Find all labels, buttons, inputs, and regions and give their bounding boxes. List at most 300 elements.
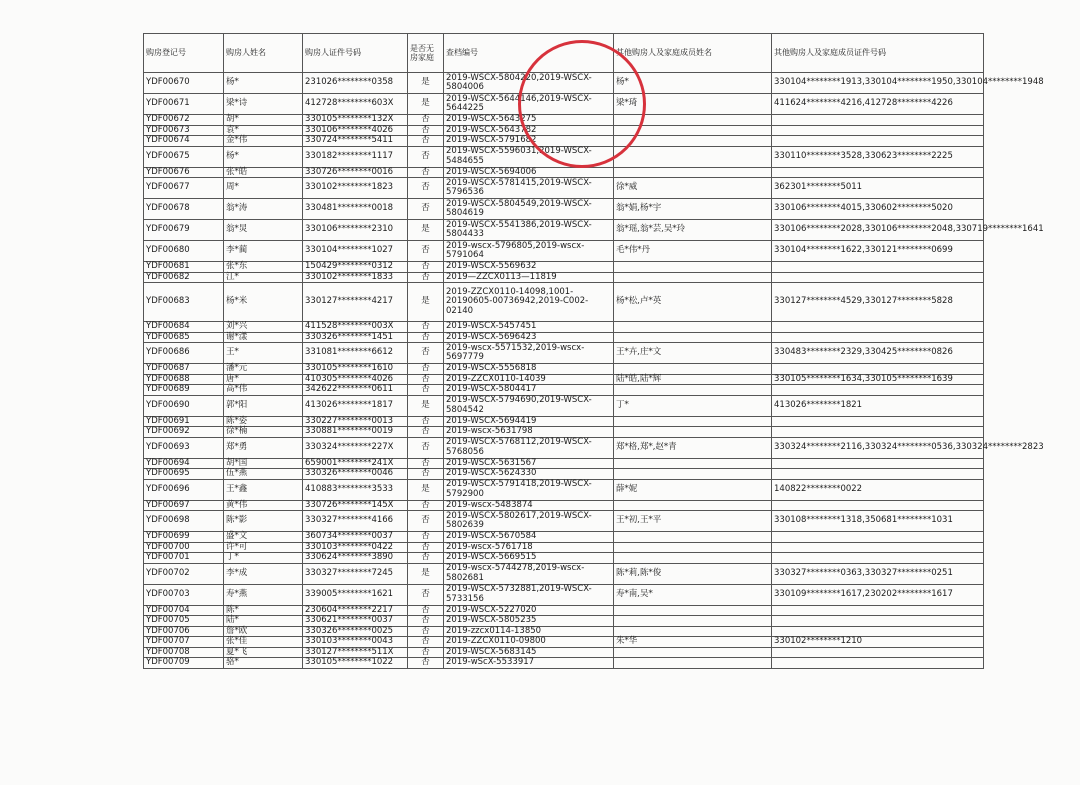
other-names-cell: 杨*松,卢*英 [614, 283, 772, 322]
other-names-cell: 王*初,王*平 [614, 511, 772, 532]
archive-no-cell: 2019-ZZCX0110-14098,1001-20190605-00736942,2019-C002-02140 [444, 283, 614, 322]
other-names-cell [614, 532, 772, 543]
table-row [144, 73, 984, 94]
table-header-row [144, 34, 984, 73]
table-row [144, 343, 984, 364]
no-house-cell: 否 [408, 262, 444, 273]
reg-no-cell: YDF00681 [144, 262, 224, 273]
table-row [144, 262, 984, 273]
other-ids-cell [772, 458, 984, 469]
reg-no-cell: YDF00705 [144, 616, 224, 627]
other-names-cell [614, 553, 772, 564]
archive-no-cell: 2019-WSCX-5781415,2019-WSCX-5796536 [444, 178, 614, 199]
other-names-cell [614, 322, 772, 333]
archive-no-cell: 2019-WSCX-5643782 [444, 125, 614, 136]
reg-no-cell: YDF00670 [144, 73, 224, 94]
buyer-id-cell: 330326********0025 [303, 626, 408, 637]
reg-no-cell: YDF00690 [144, 395, 224, 416]
buyer-id-cell: 330105********1610 [303, 364, 408, 375]
buyer-name-cell: 袁* [224, 125, 303, 136]
buyer-id-cell: 330127********511X [303, 647, 408, 658]
other-ids-cell: 330102********1210 [772, 637, 984, 648]
buyer-id-cell: 330227********0013 [303, 416, 408, 427]
reg-no-cell: YDF00679 [144, 220, 224, 241]
buyer-name-cell: 梁*诗 [224, 94, 303, 115]
reg-no-cell: YDF00678 [144, 199, 224, 220]
buyer-name-cell: 翁*涛 [224, 199, 303, 220]
archive-no-cell: 2019-wscx-5796805,2019-wscx-5791064 [444, 241, 614, 262]
table-row [144, 322, 984, 333]
table-row [144, 178, 984, 199]
buyer-id-cell: 330481********0018 [303, 199, 408, 220]
buyer-name-cell: 王* [224, 343, 303, 364]
other-names-cell [614, 458, 772, 469]
other-ids-cell: 330105********1634,330105********1639 [772, 374, 984, 385]
table-row [144, 115, 984, 126]
other-ids-cell [772, 469, 984, 480]
other-names-cell [614, 626, 772, 637]
archive-no-cell: 2019-WSCX-5694006 [444, 167, 614, 178]
buyer-id-cell: 330726********0016 [303, 167, 408, 178]
archive-no-cell: 2019-wscx-5631798 [444, 427, 614, 438]
buyer-id-cell: 330182********1117 [303, 146, 408, 167]
table-row [144, 637, 984, 648]
no-house-cell: 否 [408, 437, 444, 458]
archive-no-cell: 2019-wscx-5761718 [444, 542, 614, 553]
other-names-cell [614, 262, 772, 273]
archive-no-cell: 2019-ZZCX0110-09800 [444, 637, 614, 648]
table-row [144, 563, 984, 584]
no-house-cell: 否 [408, 343, 444, 364]
no-house-cell: 否 [408, 136, 444, 147]
buyer-id-cell: 150429********0312 [303, 262, 408, 273]
archive-no-cell: 2019-WSCX-5227020 [444, 605, 614, 616]
buyer-name-cell: 郑*勇 [224, 437, 303, 458]
buyer-name-cell: 江* [224, 272, 303, 283]
buyer-name-cell: 陆* [224, 616, 303, 627]
other-ids-cell [772, 532, 984, 543]
no-house-cell: 否 [408, 125, 444, 136]
table-row [144, 125, 984, 136]
buyer-id-cell: 330726********145X [303, 500, 408, 511]
buyer-name-cell: 杨*米 [224, 283, 303, 322]
reg-no-cell: YDF00708 [144, 647, 224, 658]
buyer-name-cell: 丁* [224, 553, 303, 564]
table-row [144, 500, 984, 511]
reg-no-cell: YDF00703 [144, 584, 224, 605]
other-names-cell: 陆*皓,陆*辉 [614, 374, 772, 385]
buyer-id-cell: 330104********1027 [303, 241, 408, 262]
reg-no-cell: YDF00674 [144, 136, 224, 147]
reg-no-cell: YDF00672 [144, 115, 224, 126]
other-names-cell [614, 427, 772, 438]
other-ids-cell [772, 500, 984, 511]
table-row [144, 437, 984, 458]
other-ids-cell: 330127********4529,330127********5828 [772, 283, 984, 322]
other-ids-cell [772, 364, 984, 375]
other-names-cell [614, 167, 772, 178]
other-names-cell [614, 125, 772, 136]
reg-no-cell: YDF00693 [144, 437, 224, 458]
archive-no-cell: 2019-WSCX-5696423 [444, 332, 614, 343]
buyer-id-cell: 410305********4026 [303, 374, 408, 385]
other-names-cell: 郑*格,郑*,赵*青 [614, 437, 772, 458]
buyer-name-cell: 潘*元 [224, 364, 303, 375]
table-body [144, 72, 1044, 669]
archive-no-cell: 2019-wscx-5483874 [444, 500, 614, 511]
reg-no-cell: YDF00698 [144, 511, 224, 532]
no-house-cell: 是 [408, 94, 444, 115]
buyer-id-cell: 330102********1833 [303, 272, 408, 283]
table-row [144, 220, 984, 241]
no-house-cell: 否 [408, 532, 444, 543]
buyer-id-cell: 330102********1823 [303, 178, 408, 199]
reg-no-cell: YDF00696 [144, 479, 224, 500]
table-row [144, 584, 984, 605]
other-ids-cell [772, 658, 984, 669]
no-house-cell: 是 [408, 283, 444, 322]
reg-no-cell: YDF00675 [144, 146, 224, 167]
table-row [144, 241, 984, 262]
buyer-id-cell: 330103********0422 [303, 542, 408, 553]
buyer-name-cell: 李*蔺 [224, 241, 303, 262]
buyer-id-cell: 330106********2310 [303, 220, 408, 241]
archive-no-cell: 2019-WSCX-5683145 [444, 647, 614, 658]
reg-no-cell: YDF00692 [144, 427, 224, 438]
reg-no-cell: YDF00701 [144, 553, 224, 564]
other-names-cell: 徐*威 [614, 178, 772, 199]
archive-no-cell: 2019-WSCX-5624330 [444, 469, 614, 480]
buyer-name-cell: 寿*燕 [224, 584, 303, 605]
buyer-name-cell: 高*伟 [224, 385, 303, 396]
no-house-cell: 否 [408, 364, 444, 375]
buyer-id-cell: 330327********7245 [303, 563, 408, 584]
reg-no-cell: YDF00677 [144, 178, 224, 199]
header-other-names: 其他购房人及家庭成员姓名 [614, 34, 772, 73]
archive-no-cell: 2019-WSCX-5669515 [444, 553, 614, 564]
buyer-name-cell: 王*鑫 [224, 479, 303, 500]
buyer-name-cell: 张*东 [224, 262, 303, 273]
table-row [144, 605, 984, 616]
archive-no-cell: 2019-WSCX-5556818 [444, 364, 614, 375]
table-row [144, 626, 984, 637]
archive-no-cell: 2019-ZZCX0110-14039 [444, 374, 614, 385]
reg-no-cell: YDF00699 [144, 532, 224, 543]
other-ids-cell [772, 616, 984, 627]
archive-no-cell: 2019-WSCX-5643275 [444, 115, 614, 126]
other-ids-cell: 413026********1821 [772, 395, 984, 416]
other-names-cell [614, 542, 772, 553]
archive-no-cell: 2019-WSCX-5791418,2019-WSCX-5792900 [444, 479, 614, 500]
reg-no-cell: YDF00688 [144, 374, 224, 385]
other-names-cell [614, 658, 772, 669]
buyer-id-cell: 330326********0046 [303, 469, 408, 480]
buyer-name-cell: 陈*影 [224, 511, 303, 532]
other-names-cell [614, 136, 772, 147]
other-ids-cell [772, 542, 984, 553]
table-row [144, 532, 984, 543]
other-ids-cell: 330108********1318,350681********1031 [772, 511, 984, 532]
reg-no-cell: YDF00697 [144, 500, 224, 511]
other-names-cell [614, 332, 772, 343]
other-ids-cell [772, 167, 984, 178]
no-house-cell: 否 [408, 458, 444, 469]
buyer-id-cell: 412728********603X [303, 94, 408, 115]
archive-no-cell: 2019-WSCX-5644146,2019-WSCX-5644225 [444, 94, 614, 115]
buyer-id-cell: 330326********1451 [303, 332, 408, 343]
buyer-id-cell: 330624********3890 [303, 553, 408, 564]
header-archive-no: 查档编号 [444, 34, 614, 73]
no-house-cell: 否 [408, 616, 444, 627]
other-ids-cell [772, 605, 984, 616]
other-ids-cell: 330327********0363,330327********0251 [772, 563, 984, 584]
archive-no-cell: 2019—ZZCX0113—11819 [444, 272, 614, 283]
other-names-cell: 薛*妮 [614, 479, 772, 500]
purchase-registration-table [143, 33, 1044, 669]
other-ids-cell: 330324********2116,330324********0536,330324********2823 [772, 437, 984, 458]
other-ids-cell: 362301********5011 [772, 178, 984, 199]
buyer-name-cell: 谢*漾 [224, 332, 303, 343]
reg-no-cell: YDF00676 [144, 167, 224, 178]
other-ids-cell: 330110********3528,330623********2225 [772, 146, 984, 167]
archive-no-cell: 2019-WSCX-5768112,2019-WSCX-5768056 [444, 437, 614, 458]
no-house-cell: 否 [408, 584, 444, 605]
buyer-id-cell: 659001********241X [303, 458, 408, 469]
other-ids-cell [772, 262, 984, 273]
other-names-cell [614, 364, 772, 375]
other-names-cell [614, 500, 772, 511]
other-ids-cell [772, 115, 984, 126]
table-row [144, 332, 984, 343]
no-house-cell: 否 [408, 199, 444, 220]
no-house-cell: 否 [408, 626, 444, 637]
buyer-id-cell: 413026********1817 [303, 395, 408, 416]
no-house-cell: 否 [408, 332, 444, 343]
table-row [144, 283, 984, 322]
other-ids-cell: 411624********4216,412728********4226 [772, 94, 984, 115]
archive-no-cell: 2019-WSCX-5596031,2019-WSCX-5484655 [444, 146, 614, 167]
table-row [144, 511, 984, 532]
archive-no-cell: 2019-zzcx0114-13850 [444, 626, 614, 637]
buyer-id-cell: 330106********4026 [303, 125, 408, 136]
other-names-cell: 翁*瑶,翁*芸,吴*玲 [614, 220, 772, 241]
buyer-name-cell: 徐*楠 [224, 427, 303, 438]
no-house-cell: 否 [408, 542, 444, 553]
buyer-id-cell: 411528********003X [303, 322, 408, 333]
table-row [144, 199, 984, 220]
other-ids-cell [772, 626, 984, 637]
no-house-cell: 是 [408, 73, 444, 94]
buyer-name-cell: 许*可 [224, 542, 303, 553]
table-row [144, 364, 984, 375]
buyer-name-cell: 金*伟 [224, 136, 303, 147]
table-row [144, 458, 984, 469]
buyer-id-cell: 330881********0019 [303, 427, 408, 438]
other-ids-cell: 140822********0022 [772, 479, 984, 500]
no-house-cell: 是 [408, 220, 444, 241]
header-buyer-name: 购房人姓名 [224, 34, 303, 73]
other-names-cell [614, 469, 772, 480]
no-house-cell: 否 [408, 553, 444, 564]
other-ids-cell: 330106********2028,330106********2048,330719********1641 [772, 220, 984, 241]
table-row [144, 553, 984, 564]
no-house-cell: 否 [408, 178, 444, 199]
table-row [144, 167, 984, 178]
buyer-name-cell: 骆* [224, 658, 303, 669]
archive-no-cell: 2019-WSCX-5569632 [444, 262, 614, 273]
other-ids-cell: 330104********1622,330121********0699 [772, 241, 984, 262]
table-row [144, 658, 984, 669]
table-row [144, 136, 984, 147]
other-ids-cell [772, 385, 984, 396]
no-house-cell: 是 [408, 395, 444, 416]
buyer-id-cell: 342622********0611 [303, 385, 408, 396]
no-house-cell: 否 [408, 427, 444, 438]
other-ids-cell: 330483********2329,330425********0826 [772, 343, 984, 364]
other-ids-cell [772, 332, 984, 343]
buyer-name-cell: 黄*伟 [224, 500, 303, 511]
other-names-cell [614, 272, 772, 283]
no-house-cell: 否 [408, 241, 444, 262]
no-house-cell: 否 [408, 416, 444, 427]
reg-no-cell: YDF00685 [144, 332, 224, 343]
buyer-id-cell: 410883********3533 [303, 479, 408, 500]
reg-no-cell: YDF00702 [144, 563, 224, 584]
other-names-cell [614, 647, 772, 658]
header-other-ids: 其他购房人及家庭成员证件号码 [772, 34, 984, 73]
reg-no-cell: YDF00707 [144, 637, 224, 648]
reg-no-cell: YDF00683 [144, 283, 224, 322]
other-ids-cell [772, 136, 984, 147]
other-ids-cell [772, 647, 984, 658]
buyer-id-cell: 330724********5411 [303, 136, 408, 147]
buyer-id-cell: 330103********0043 [303, 637, 408, 648]
header-buyer-id: 购房人证件号码 [303, 34, 408, 73]
archive-no-cell: 2019-WSCX-5791682 [444, 136, 614, 147]
reg-no-cell: YDF00687 [144, 364, 224, 375]
archive-no-cell: 2019-WSCX-5804417 [444, 385, 614, 396]
archive-no-cell: 2019-WSCX-5670584 [444, 532, 614, 543]
archive-no-cell: 2019-WSCX-5804220,2019-WSCX-5804006 [444, 73, 614, 94]
other-names-cell: 毛*伟*丹 [614, 241, 772, 262]
other-ids-cell [772, 427, 984, 438]
buyer-id-cell: 330327********4166 [303, 511, 408, 532]
table-row [144, 616, 984, 627]
reg-no-cell: YDF00694 [144, 458, 224, 469]
buyer-name-cell: 张*佳 [224, 637, 303, 648]
other-ids-cell: 330109********1617,230202********1617 [772, 584, 984, 605]
table-row [144, 146, 984, 167]
other-names-cell [614, 605, 772, 616]
table-row [144, 647, 984, 658]
archive-no-cell: 2019-WSCX-5804549,2019-WSCX-5804619 [444, 199, 614, 220]
other-names-cell: 梁*琦 [614, 94, 772, 115]
reg-no-cell: YDF00682 [144, 272, 224, 283]
buyer-name-cell: 翁*炅 [224, 220, 303, 241]
reg-no-cell: YDF00704 [144, 605, 224, 616]
no-house-cell: 否 [408, 272, 444, 283]
buyer-name-cell: 周* [224, 178, 303, 199]
reg-no-cell: YDF00689 [144, 385, 224, 396]
reg-no-cell: YDF00709 [144, 658, 224, 669]
archive-no-cell: 2019-WSCX-5541386,2019-WSCX-5804433 [444, 220, 614, 241]
archive-no-cell: 2019-WSCX-5457451 [444, 322, 614, 333]
table-row [144, 479, 984, 500]
buyer-name-cell: 唐* [224, 374, 303, 385]
table-row [144, 94, 984, 115]
no-house-cell: 否 [408, 500, 444, 511]
archive-no-cell: 2019-wscx-5744278,2019-wscx-5802681 [444, 563, 614, 584]
table-row [144, 272, 984, 283]
no-house-cell: 否 [408, 605, 444, 616]
other-names-cell [614, 416, 772, 427]
buyer-name-cell: 杨* [224, 73, 303, 94]
buyer-name-cell: 陈* [224, 605, 303, 616]
buyer-name-cell: 伍*燕 [224, 469, 303, 480]
archive-no-cell: 2019-wscx-5571532,2019-wscx-5697779 [444, 343, 614, 364]
other-ids-cell [772, 322, 984, 333]
reg-no-cell: YDF00680 [144, 241, 224, 262]
archive-no-cell: 2019-WSCX-5794690,2019-WSCX-5804542 [444, 395, 614, 416]
reg-no-cell: YDF00671 [144, 94, 224, 115]
buyer-id-cell: 231026********0358 [303, 73, 408, 94]
header-registration-no: 购房登记号 [144, 34, 224, 73]
no-house-cell: 否 [408, 647, 444, 658]
other-names-cell [614, 115, 772, 126]
buyer-name-cell: 夏*飞 [224, 647, 303, 658]
table-row [144, 427, 984, 438]
buyer-name-cell: 胡* [224, 115, 303, 126]
buyer-name-cell: 李*成 [224, 563, 303, 584]
archive-no-cell: 2019-WSCX-5694419 [444, 416, 614, 427]
buyer-id-cell: 339005********1621 [303, 584, 408, 605]
table-row [144, 385, 984, 396]
reg-no-cell: YDF00700 [144, 542, 224, 553]
no-house-cell: 否 [408, 146, 444, 167]
archive-no-cell: 2019-WSCX-5802617,2019-WSCX-5802639 [444, 511, 614, 532]
no-house-cell: 否 [408, 115, 444, 126]
other-ids-cell [772, 553, 984, 564]
reg-no-cell: YDF00691 [144, 416, 224, 427]
reg-no-cell: YDF00706 [144, 626, 224, 637]
buyer-name-cell: 刘*兴 [224, 322, 303, 333]
reg-no-cell: YDF00695 [144, 469, 224, 480]
no-house-cell: 否 [408, 511, 444, 532]
other-names-cell: 翁*娟,杨*宇 [614, 199, 772, 220]
other-names-cell: 杨* [614, 73, 772, 94]
archive-no-cell: 2019-WSCX-5805235 [444, 616, 614, 627]
no-house-cell: 否 [408, 385, 444, 396]
other-names-cell [614, 146, 772, 167]
other-names-cell: 丁* [614, 395, 772, 416]
archive-no-cell: 2019-WSCX-5732881,2019-WSCX-5733156 [444, 584, 614, 605]
buyer-name-cell: 詹*欧 [224, 626, 303, 637]
buyer-name-cell: 陈*姿 [224, 416, 303, 427]
buyer-id-cell: 330324********227X [303, 437, 408, 458]
buyer-id-cell: 330621********0037 [303, 616, 408, 627]
no-house-cell: 否 [408, 469, 444, 480]
other-names-cell [614, 616, 772, 627]
other-names-cell: 寿*南,吴* [614, 584, 772, 605]
other-names-cell: 陈*莉,陈*俊 [614, 563, 772, 584]
buyer-id-cell: 360734********0037 [303, 532, 408, 543]
reg-no-cell: YDF00684 [144, 322, 224, 333]
no-house-cell: 否 [408, 374, 444, 385]
archive-no-cell: 2019-wScX-5533917 [444, 658, 614, 669]
no-house-cell: 是 [408, 479, 444, 500]
buyer-name-cell: 胡*国 [224, 458, 303, 469]
buyer-name-cell: 杨* [224, 146, 303, 167]
